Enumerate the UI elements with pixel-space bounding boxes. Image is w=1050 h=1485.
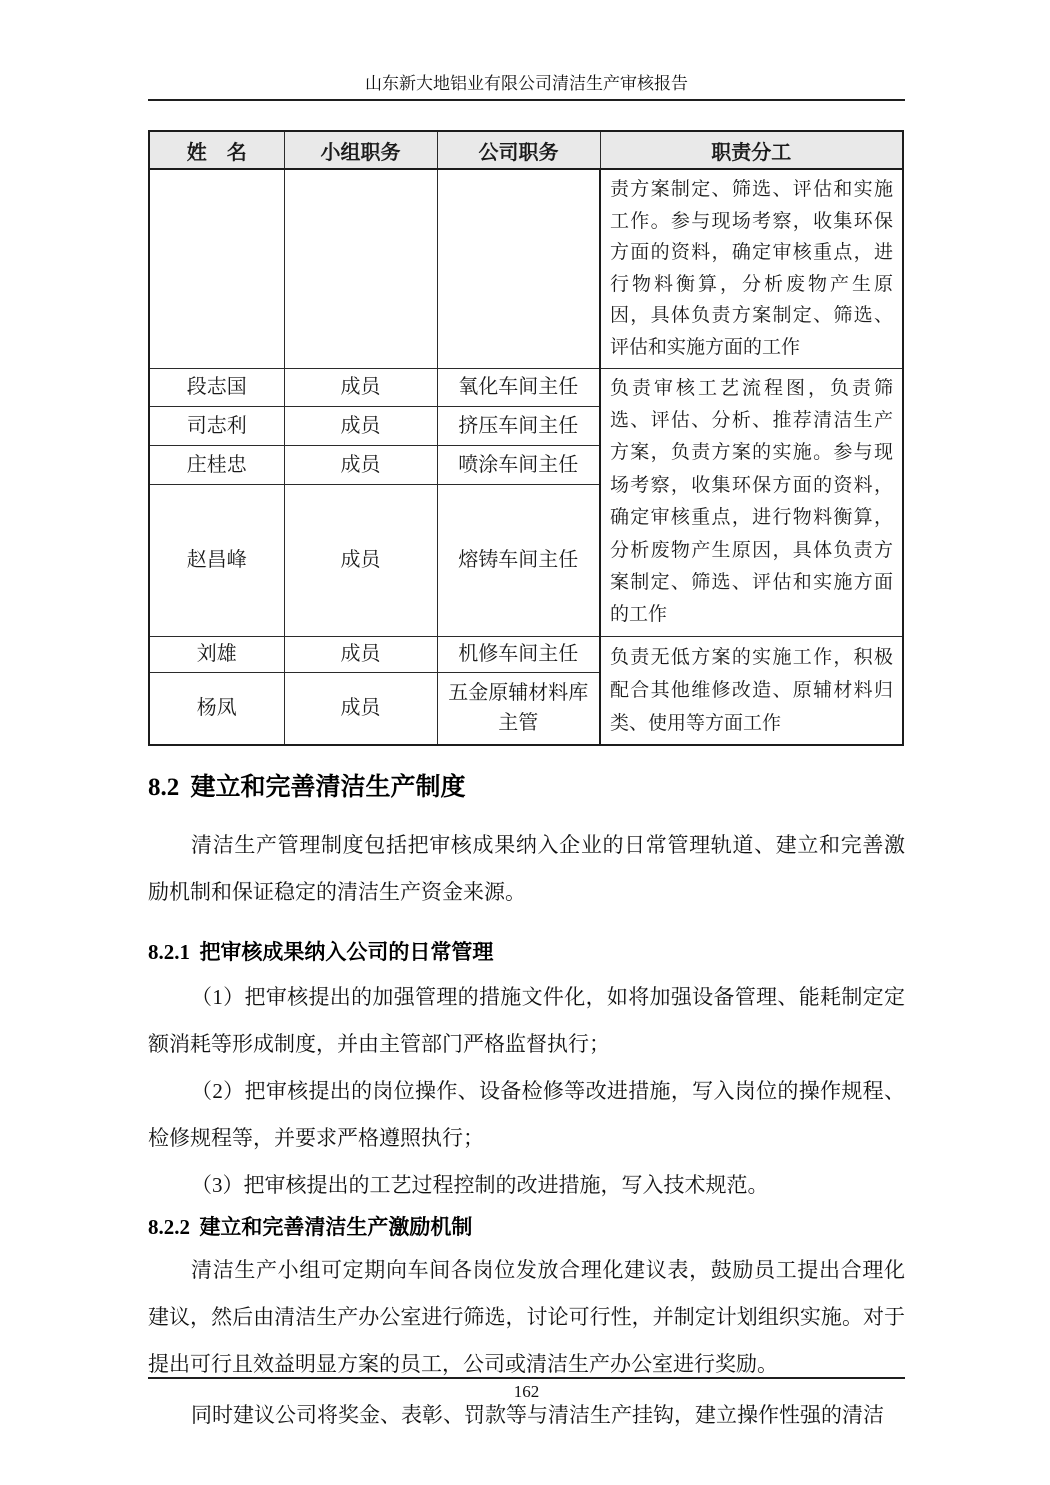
paragraph-item-2: （2）把审核提出的岗位操作、设备检修等改进措施，写入岗位的操作规程、检修规程等，并要求严格遵照执行； xyxy=(148,1078,905,1150)
cell-duty-merged: 负责无低方案的实施工作，积极配合其他维修改造、原辅材料归类、使用等方面工作 xyxy=(600,636,903,745)
col-header-company-role: 公司职务 xyxy=(437,131,600,169)
footer-divider xyxy=(148,1377,905,1379)
section-title: 建立和完善清洁生产激励机制 xyxy=(199,1214,473,1239)
team-table xyxy=(148,130,904,746)
cell-name: 刘雄 xyxy=(149,636,284,672)
page-number: 162 xyxy=(513,1382,540,1401)
page-header xyxy=(148,0,905,101)
cell-company-role: 五金原辅材料库主管 xyxy=(437,672,600,744)
paragraph-item-3: （3）把审核提出的工艺过程控制的改进措施，写入技术规范。 xyxy=(191,1172,769,1197)
page-header-title: 山东新大地铝业有限公司清洁生产审核报告 xyxy=(365,74,688,93)
cell-duty-continued: 责方案制定、筛选、评估和实施工作。参与现场考察，收集环保方面的资料，确定审核重点，进行物料衡算，分析废物产生原因，具体负责方案制定、筛选、评估和实施方面的工作 xyxy=(600,169,903,368)
table-row xyxy=(149,636,903,672)
cell-name: 司志利 xyxy=(149,407,284,446)
cell-group-role: 成员 xyxy=(284,485,437,637)
cell-group-role xyxy=(284,169,437,368)
content-column xyxy=(148,0,905,1439)
section-number: 8.2.2 xyxy=(148,1214,190,1239)
paragraph-item-1: （1）把审核提出的加强管理的措施文件化，如将加强设备管理、能耗制定定额消耗等形成制度，并由主管部门严格监督执行； xyxy=(148,984,905,1056)
section-title: 建立和完善清洁生产制度 xyxy=(190,773,466,801)
cell-name: 段志国 xyxy=(149,368,284,407)
cell-company-role: 机修车间主任 xyxy=(437,636,600,672)
col-header-name: 姓 名 xyxy=(149,131,284,169)
cell-group-role: 成员 xyxy=(284,368,437,407)
cell-company-role: 熔铸车间主任 xyxy=(437,485,600,637)
table-row xyxy=(149,169,903,368)
cell-group-role: 成员 xyxy=(284,636,437,672)
cell-group-role: 成员 xyxy=(284,446,437,485)
cell-company-role: 氧化车间主任 xyxy=(437,368,600,407)
table-row xyxy=(149,368,903,407)
table-header-row xyxy=(149,131,903,169)
paragraph-intro: 清洁生产管理制度包括把审核成果纳入企业的日常管理轨道、建立和完善激励机制和保证稳定的清洁生产资金来源。 xyxy=(148,832,905,904)
cell-company-role: 挤压车间主任 xyxy=(437,407,600,446)
cell-company-role xyxy=(437,169,600,368)
section-number: 8.2.1 xyxy=(148,939,190,964)
col-header-group-role: 小组职务 xyxy=(284,131,437,169)
section-heading-8-2 xyxy=(148,772,905,804)
cell-name: 杨凤 xyxy=(149,672,284,744)
section-heading-8-2-1 xyxy=(148,938,905,966)
cell-name: 庄桂忠 xyxy=(149,446,284,485)
cell-group-role: 成员 xyxy=(284,672,437,744)
paragraph-incentive-1: 清洁生产小组可定期向车间各岗位发放合理化建议表，鼓励员工提出合理化建议，然后由清洁生产办公室进行筛选，讨论可行性，并制定计划组织实施。对于提出可行且效益明显方案的员工，公司或清洁生产办公室进行奖励。 xyxy=(148,1257,905,1376)
section-title: 把审核成果纳入公司的日常管理 xyxy=(199,939,494,964)
cell-duty-merged: 负责审核工艺流程图，负责筛选、评估、分析、推荐清洁生产方案，负责方案的实施。参与现场考察，收集环保方面的资料，确定审核重点，进行物料衡算，分析废物产生原因，具体负责方案制定、筛选、评估和实施方面的工作 xyxy=(600,368,903,636)
cell-name xyxy=(149,169,284,368)
cell-group-role: 成员 xyxy=(284,407,437,446)
cell-name: 赵昌峰 xyxy=(149,485,284,637)
col-header-duty: 职责分工 xyxy=(600,131,903,169)
section-number: 8.2 xyxy=(148,773,180,801)
cell-company-role: 喷涂车间主任 xyxy=(437,446,600,485)
paragraph-incentive-2: 同时建议公司将奖金、表彰、罚款等与清洁生产挂钩，建立操作性强的清洁 xyxy=(191,1402,885,1427)
section-heading-8-2-2 xyxy=(148,1213,905,1241)
